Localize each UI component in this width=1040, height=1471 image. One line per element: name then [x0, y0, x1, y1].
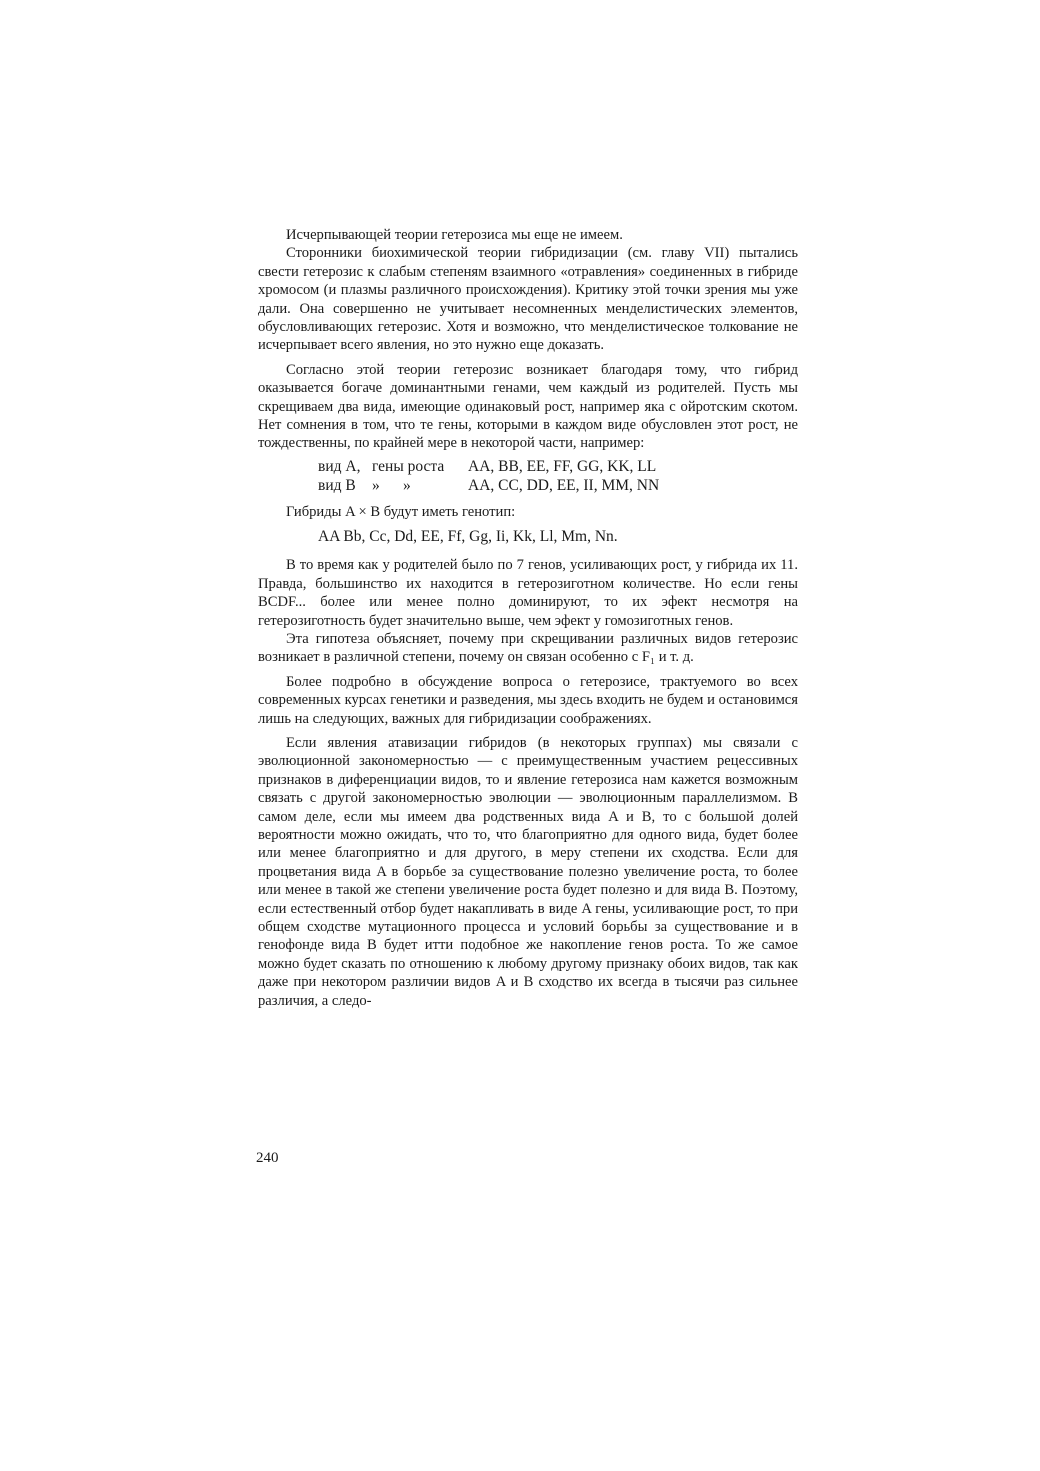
- paragraph-1: Исчерпывающей теории гетерозиса мы еще не имеем.: [286, 227, 623, 243]
- paragraph-3: Согласно этой теории гетерозис возникает благодаря тому, что гибрид оказывается богаче доминантными генами, чем каждый из родителей. Пусть мы скрещиваем два вида, имеющие одинаковый рост, например яка с ойротским скотом. Нет сомнения в том, что те гены, которыми в каждом виде обусловлен этот рост, не тождественны, по крайней мере в некоторой части, например:: [258, 361, 798, 452]
- genotype-intro: Гибриды A × B будут иметь генотип:: [286, 503, 516, 520]
- genes-label-b: » »: [372, 476, 411, 494]
- main-text: [258, 226, 798, 1010]
- paragraph-6: Более подробно в обсуждение вопроса о гетерозисе, трактуемого во всех современных курсах генетики и разведения, мы здесь входить не будем и остановимся лишь на следующих, важных для гибридизации соображениях.: [258, 673, 798, 727]
- genes-list-b: AA, CC, DD, EE, II, MM, NN: [468, 476, 660, 494]
- genes-row-species-a: [318, 457, 798, 476]
- paragraph-7: Если явления атавизации гибридов (в некоторых группах) мы связали с эволюционной закономерностью — с преимущественным участием рецессивных признаков в диференциации видов, то и явление гетерозиса нам кажется возможным связать с другой закономерностью эволюции — эволюционным параллелизмом. В самом деле, если мы имеем два родственных вида A и B, то с большой долей вероятности можно ожидать, что то, что благоприятно для одного вида, будет более или менее благоприятно и для другого, в меру степени их сходства. Если для процветания вида A в борьбе за существование полезно увеличение роста, то более или менее в такой же степени увеличение роста будет полезно и для вида B. Поэтому, если естественный отбор будет накапливать в виде A гены, усиливающие рост, то при общем сходстве мутационного процесса и условий борьбы за существование и в генофонде вида B будет итти подобное же накопление генов роста. То же самое можно будет сказать по отношению к любому другому признаку обоих видов, так как даже при некотором различии видов A и B сходство их всегда в тысячи раз сильнее различия, а следо-: [258, 734, 798, 1009]
- species-b-label: вид B: [318, 476, 356, 494]
- genes-table: [318, 457, 798, 495]
- paragraph-2: Сторонники биохимической теории гибридизации (см. главу VII) пытались свести гетерозис к слабым степеням взаимного «отравления» соединенных в гибриде хромосом (и плазмы различного происхождения). Критику этой точки зрения мы уже дали. Она совершенно не учитывает несомненных менделистических элементов, обусловливающих гетерозис. Хотя и возможно, что менделистическое толкование не исчерпывает всего явления, но это нужно еще доказать.: [258, 245, 798, 354]
- page-number: 240: [256, 1150, 279, 1166]
- species-a-label: вид A,: [318, 457, 361, 475]
- genes-list-a: AA, BB, EE, FF, GG, KK, LL: [468, 457, 657, 475]
- paragraph-5: Эта гипотеза объясняет, почему при скрещивании различных видов гетерозис возникает в различной степени, почему он связан особенно с F₁ и т. д.: [258, 630, 798, 666]
- genes-row-species-b: [318, 476, 798, 495]
- hybrid-genotype: AA Bb, Cc, Dd, EE, Ff, Gg, Ii, Kk, Ll, Mm, Nn.: [318, 528, 618, 546]
- genes-label-a: гены роста: [372, 457, 445, 475]
- paragraph-4: В то время как у родителей было по 7 генов, усиливающих рост, у гибрида их 11. Правда, большинство их находится в гетерозиготном количестве. Но если гены BCDF... более или менее полно доминируют, то их эфект несмотря на гетерозиготность будет значительно выше, чем эфект у гомозиготных генов.: [258, 557, 798, 629]
